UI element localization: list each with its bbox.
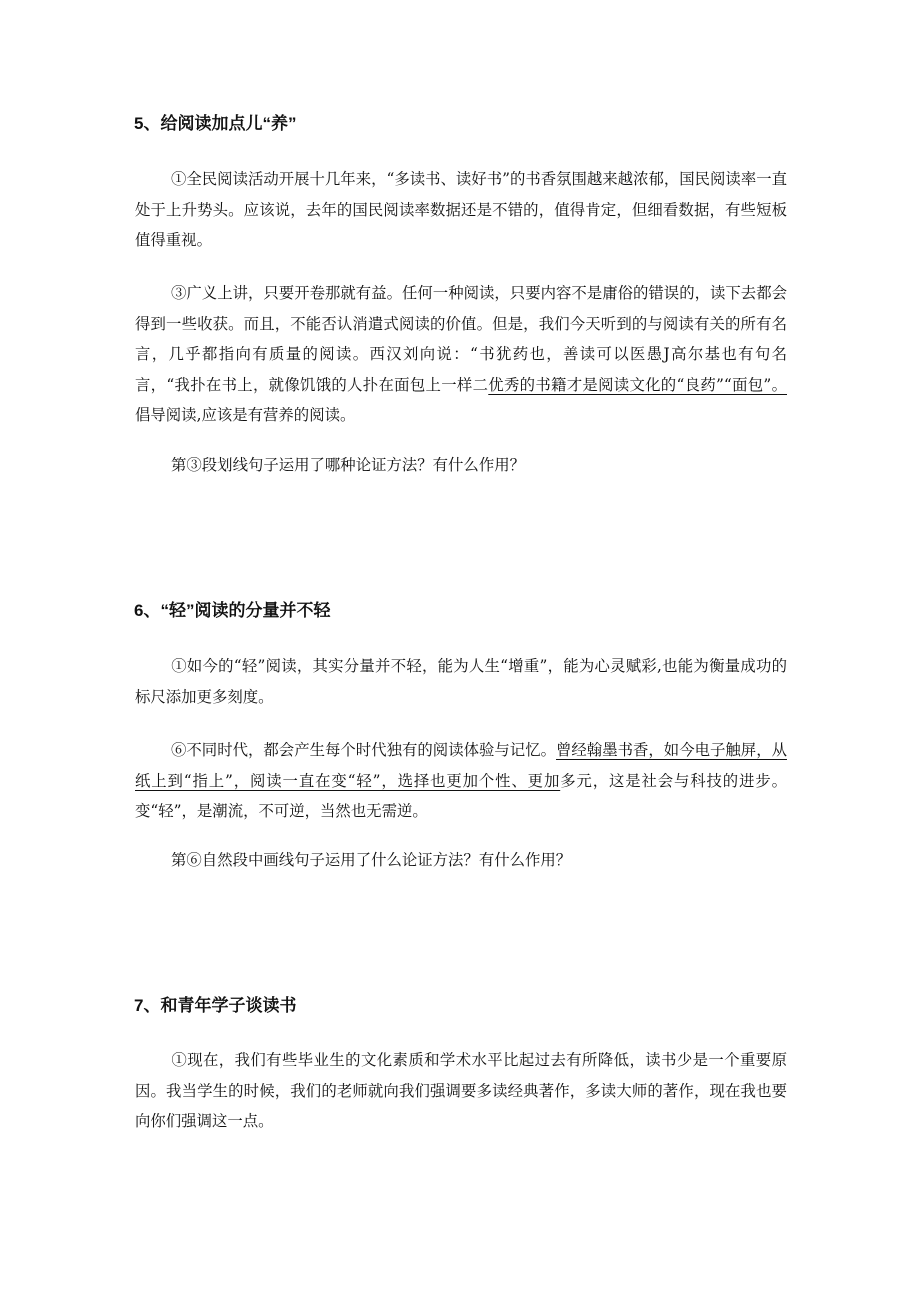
section-5-paragraph-3-text: ③广义上讲，只要开卷那就有益。任何一种阅读，只要内容不是庸俗的错误的，读下去都会得到一些收获。而且，不能否认消遣式阅读的价值。但是，我们今天听到的与阅读有关的所有名言，几乎都指向有质量的阅读。西汉刘向说：“书犹药也，善读可以医愚J高尔基也有句名言，“我扑在书上，就像饥饿的人扑在面包上一样二 bbox=[135, 284, 787, 394]
section-6-paragraph-6-tail: 多元，这是社会与科技的进步。变“轻”，是潮流，不可逆，当然也无需逆。 bbox=[135, 771, 787, 820]
section-5-paragraph-3 bbox=[135, 278, 787, 431]
section-7-paragraph-1-text: ①现在，我们有些毕业生的文化素质和学术水平比起过去有所降低，读书少是一个重要原因。我当学生的时候，我们的老师就向我们强调要多读经典著作，多读大师的著作，现在我也要向你们强调这一点。 bbox=[135, 1051, 787, 1130]
section-5-question: 第③段划线句子运用了哪种论证方法？有什么作用？ bbox=[171, 456, 525, 474]
section-6-title: 6、“轻”阅读的分量并不轻 bbox=[134, 601, 331, 620]
section-5-title: 5、给阅读加点儿“养” bbox=[134, 114, 297, 133]
section-6-paragraph-6 bbox=[135, 735, 787, 827]
section-5-paragraph-1 bbox=[135, 164, 787, 256]
section-6-underlined-sentence: 曾经翰墨书香，如今电子触屏，从纸上到“指上”，阅读一直在变“轻”，选择也更加个性、更加 bbox=[135, 741, 787, 790]
section-6-question: 第⑥自然段中画线句子运用了什么论证方法？有什么作用？ bbox=[171, 851, 572, 869]
section-6-paragraph-1 bbox=[135, 651, 787, 712]
section-5-underlined-sentence: 优秀的书籍才是阅读文化的“良药”“面包”。 bbox=[488, 375, 787, 394]
section-7-title: 7、和青年学子谈读书 bbox=[134, 996, 297, 1015]
section-7-paragraph-1 bbox=[135, 1045, 787, 1137]
section-6-paragraph-1-text: ①如今的“轻”阅读，其实分量并不轻，能为人生“增重”，能为心灵赋彩,也能为衡量成功的标尺添加更多刻度。 bbox=[135, 657, 787, 706]
section-6-paragraph-6-text: ⑥不同时代，都会产生每个时代独有的阅读体验与记忆。 bbox=[171, 741, 556, 759]
section-5-paragraph-3-tail: 倡导阅读,应该是有营养的阅读。 bbox=[135, 406, 356, 424]
section-5-paragraph-1-text: ①全民阅读活动开展十几年来，“多读书、读好书”的书香氛围越来越浓郁，国民阅读率一直处于上升势头。应该说，去年的国民阅读率数据还是不错的，值得肯定，但细看数据，有些短板值得重视。 bbox=[135, 170, 787, 249]
